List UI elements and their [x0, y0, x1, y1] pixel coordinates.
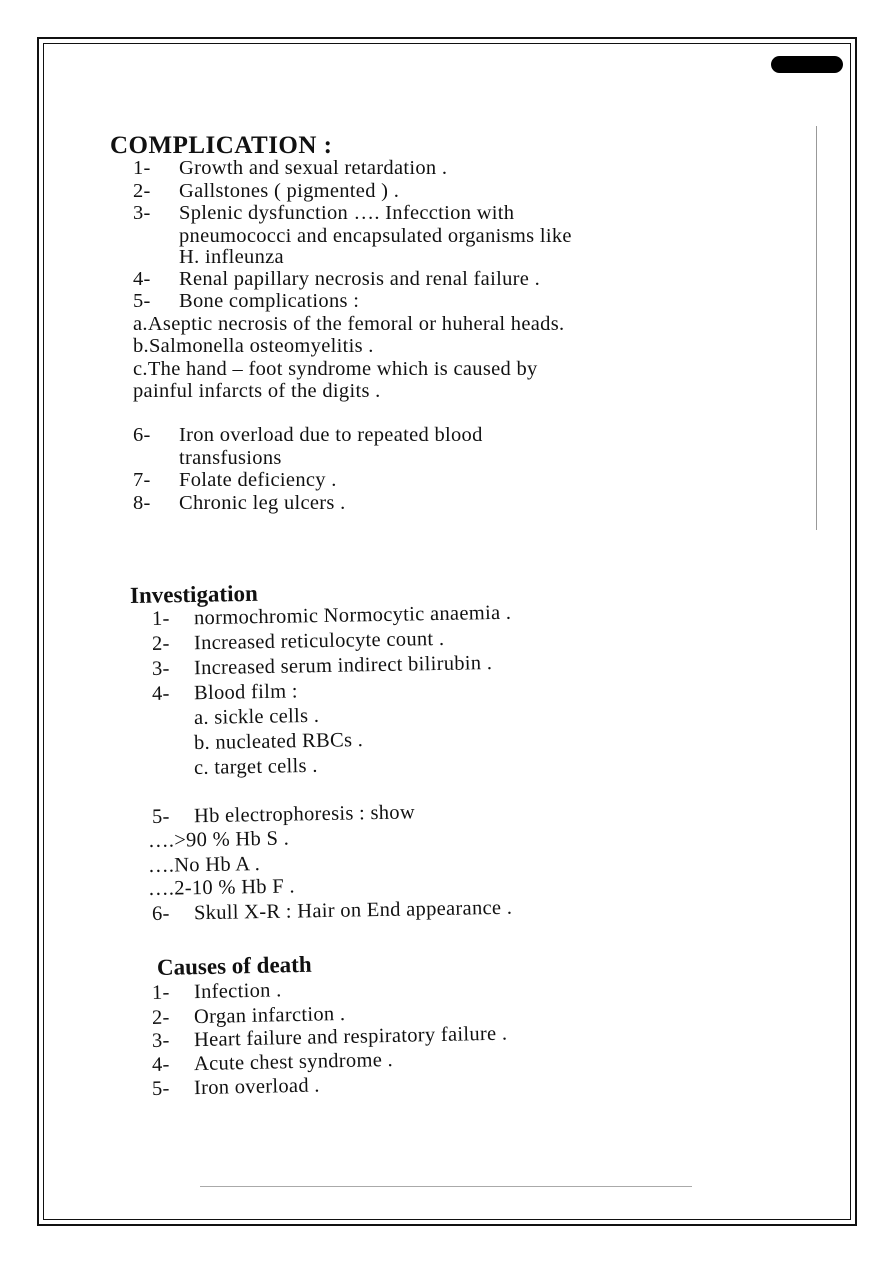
electrophoresis-value: ….No Hb A .	[147, 853, 261, 877]
death-heading: Causes of death	[156, 951, 312, 980]
list-item: 5- Iron overload .	[151, 1074, 320, 1100]
list-item: 1- Infection .	[151, 979, 282, 1004]
list-item: 4- Acute chest syndrome .	[151, 1048, 394, 1076]
list-item: H. infleunza	[179, 246, 284, 268]
list-item: 2- Gallstones ( pigmented ) .	[133, 180, 400, 202]
list-item: transfusions	[179, 447, 282, 469]
complication-heading: COMPLICATION :	[110, 132, 333, 159]
list-item: 3- Heart failure and respiratory failure .	[151, 1022, 508, 1052]
investigation-heading: Investigation	[129, 580, 258, 608]
list-item: 4- Blood film :	[151, 680, 298, 705]
bone-sub-item: painful infarcts of the digits .	[133, 380, 381, 402]
list-item: pneumococci and encapsulated organisms like	[179, 225, 572, 247]
list-item: 6- Skull X-R : Hair on End appearance .	[151, 896, 513, 925]
blood-film-item: b. nucleated RBCs .	[193, 729, 364, 754]
list-item: 6- Iron overload due to repeated blood	[133, 424, 483, 446]
bone-sub-item: a.Aseptic necrosis of the femoral or huheral heads.	[133, 313, 565, 335]
footer-rule	[200, 1186, 692, 1187]
bone-sub-item: c.The hand – foot syndrome which is caused by	[133, 358, 538, 380]
electrophoresis-value: ….>90 % Hb S .	[147, 827, 290, 852]
list-item: 1- Growth and sexual retardation .	[133, 157, 448, 179]
list-item: 3- Splenic dysfunction …. Infecction with	[133, 202, 515, 224]
list-item: 1- normochromic Normocytic anaemia .	[151, 601, 512, 630]
list-item: 3- Increased serum indirect bilirubin .	[151, 652, 493, 680]
electrophoresis-value: ….2-10 % Hb F .	[147, 875, 296, 900]
list-item: 5- Bone complications :	[133, 290, 360, 312]
margin-rule	[816, 126, 817, 530]
list-item: 2- Organ infarction .	[151, 1002, 346, 1029]
blood-film-item: a. sickle cells .	[193, 704, 320, 729]
list-item: 7- Folate deficiency .	[133, 469, 337, 491]
list-item: 8- Chronic leg ulcers .	[133, 492, 346, 514]
page-tab-marker	[771, 56, 843, 73]
list-item: 4- Renal papillary necrosis and renal failure .	[133, 268, 540, 290]
bone-sub-item: b.Salmonella osteomyelitis .	[133, 335, 374, 357]
blood-film-item: c. target cells .	[193, 754, 318, 779]
list-item: 2- Increased reticulocyte count .	[151, 627, 445, 655]
list-item: 5- Hb electrophoresis : show	[151, 801, 416, 828]
